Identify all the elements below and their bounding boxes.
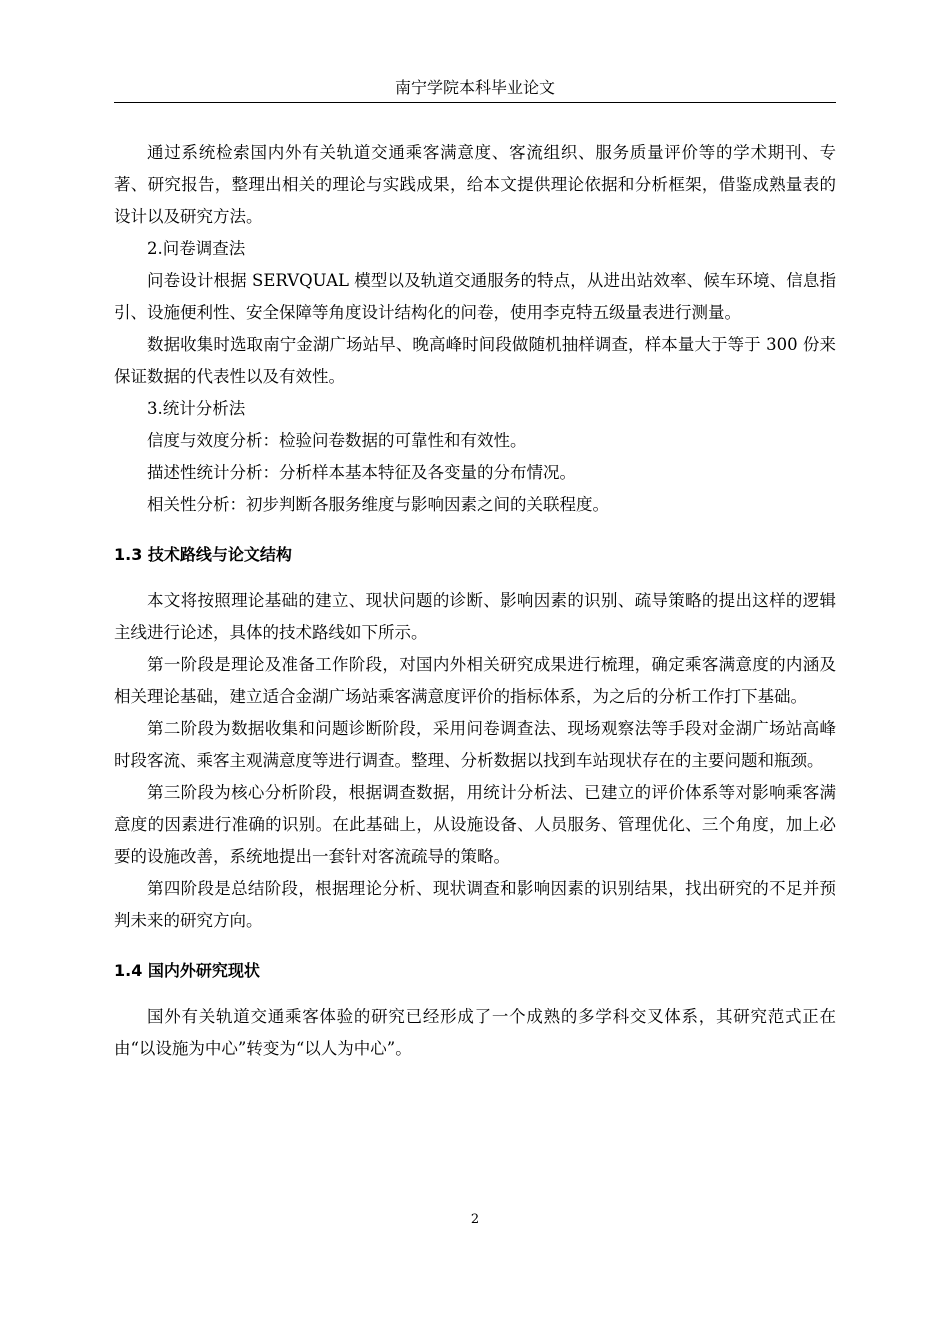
section-heading-1-3: 1.3 技术路线与论文结构 (114, 545, 292, 564)
subheading-questionnaire-method: 2.问卷调查法 (147, 239, 246, 258)
paragraph-stage-four: 第四阶段是总结阶段，根据理论分析、现状调查和影响因素的识别结果，找出研究的不足并预判未来的研究方向。 (114, 879, 836, 930)
paragraph-stage-three: 第三阶段为核心分析阶段，根据调查数据，用统计分析法、已建立的评价体系等对影响乘客满意度的因素进行准确的识别。在此基础上，从设施设备、人员服务、管理优化、三个角度，加上必要的设施改善，系统地提出一套针对客流疏导的策略。 (114, 783, 836, 866)
subheading-statistical-method: 3.统计分析法 (147, 399, 246, 418)
paragraph-descriptive-statistics: 描述性统计分析：分析样本基本特征及各变量的分布情况。 (147, 463, 576, 482)
page-body (114, 137, 836, 1065)
page-number: 2 (470, 1212, 480, 1227)
paragraph-data-collection: 数据收集时选取南宁金湖广场站早、晚高峰时间段做随机抽样调查，样本量大于等于 300 份来保证数据的代表性以及有效性。 (114, 335, 836, 386)
paragraph-foreign-research: 国外有关轨道交通乘客体验的研究已经形成了一个成熟的多学科交叉体系，其研究范式正在由“以设施为中心”转变为“以人为中心”。 (114, 1007, 836, 1058)
paragraph-questionnaire-design: 问卷设计根据 SERVQUAL 模型以及轨道交通服务的特点，从进出站效率、候车环境、信息指引、设施便利性、安全保障等角度设计结构化的问卷，使用李克特五级量表进行测量。 (114, 271, 836, 322)
paragraph-technical-route: 本文将按照理论基础的建立、现状问题的诊断、影响因素的识别、疏导策略的提出这样的逻辑主线进行论述，具体的技术路线如下所示。 (114, 591, 836, 642)
paragraph-reliability-validity: 信度与效度分析：检验问卷数据的可靠性和有效性。 (147, 431, 527, 450)
section-heading-1-4: 1.4 国内外研究现状 (114, 961, 260, 980)
paragraph-stage-two: 第二阶段为数据收集和问题诊断阶段，采用问卷调查法、现场观察法等手段对金湖广场站高峰时段客流、乘客主观满意度等进行调查。整理、分析数据以找到车站现状存在的主要问题和瓶颈。 (114, 719, 836, 770)
paragraph-stage-one: 第一阶段是理论及准备工作阶段，对国内外相关研究成果进行梳理，确定乘客满意度的内涵及相关理论基础，建立适合金湖广场站乘客满意度评价的指标体系，为之后的分析工作打下基础。 (114, 655, 836, 706)
page-header-title: 南宁学院本科毕业论文 (394, 78, 555, 97)
header-divider (114, 102, 836, 103)
paragraph-literature-method: 通过系统检索国内外有关轨道交通乘客满意度、客流组织、服务质量评价等的学术期刊、专著、研究报告，整理出相关的理论与实践成果，给本文提供理论依据和分析框架，借鉴成熟量表的设计以及研究方法。 (114, 143, 836, 226)
paragraph-correlation-analysis: 相关性分析：初步判断各服务维度与影响因素之间的关联程度。 (147, 495, 609, 514)
